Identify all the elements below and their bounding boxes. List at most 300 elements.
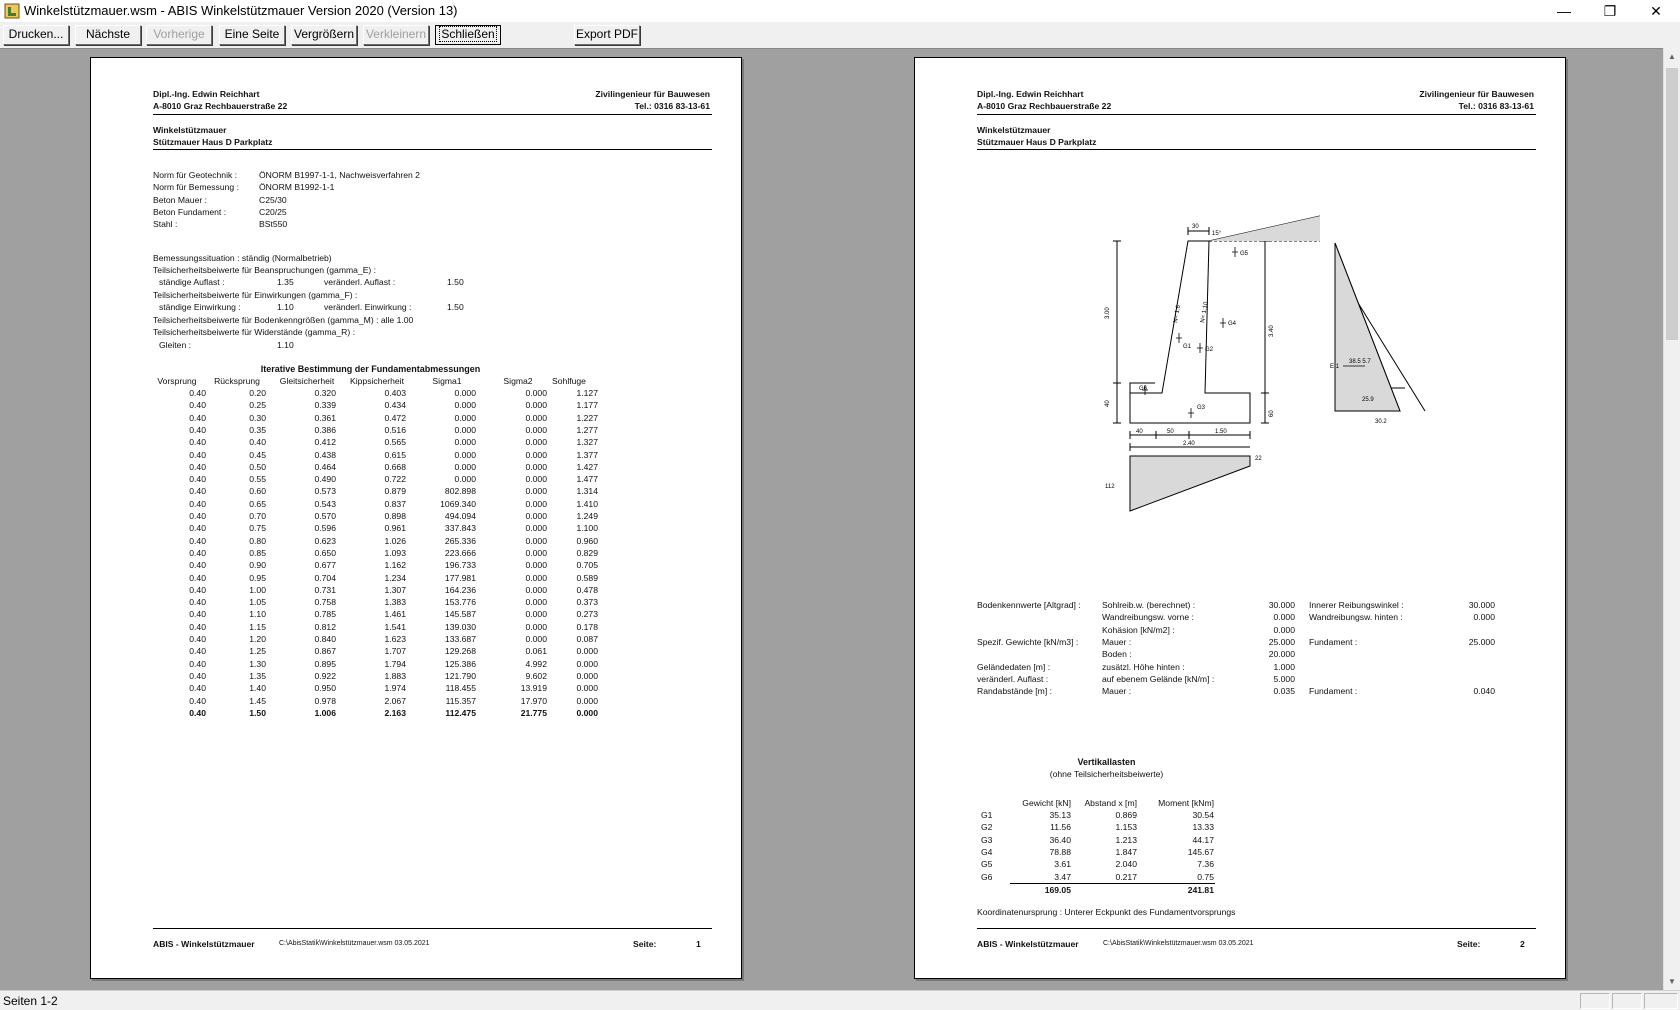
table-cell: 44.17 (1192, 834, 1214, 845)
table-cell: 0.75 (249, 523, 266, 534)
table-cell: 0.000 (525, 572, 547, 583)
gamma-f-perm-value: 1.10 (277, 302, 294, 312)
table-cell: 4.992 (525, 658, 547, 669)
table-cell: 115.357 (445, 695, 476, 706)
table-cell: 0.978 (314, 695, 336, 706)
table-cell: 0.000 (525, 597, 547, 608)
table-cell: 1.541 (384, 621, 406, 632)
column-header: Kippsicherheit (350, 376, 404, 386)
table-cell: 0.812 (314, 621, 336, 632)
table-cell: 0.30 (249, 412, 266, 423)
gamma-e-perm-label: ständige Auflast : (159, 277, 225, 287)
soil-param-label-2: Wandreibungsw. hinten : (1309, 612, 1403, 623)
status-pane-2 (1612, 993, 1642, 1009)
window-title: Winkelstützmauer.wsm - ABIS Winkelstützmauer Version 2020 (Version 13) (24, 3, 458, 18)
table-cell: 1.249 (576, 511, 598, 521)
norm-label: Beton Mauer : (153, 194, 207, 205)
minimize-button[interactable]: — (1557, 3, 1571, 19)
table-cell: 0.90 (249, 560, 266, 571)
gamma-r-label: Gleiten : (159, 340, 192, 350)
table-cell: 0.65 (249, 498, 266, 509)
norm-label: Stahl : (153, 219, 178, 230)
table-cell: 145.67 (1187, 846, 1214, 857)
norm-value: C20/25 (259, 206, 287, 217)
table-cell: 1.227 (576, 412, 598, 423)
toe-label: 40 (1136, 429, 1143, 435)
table-cell: 1.25 (249, 646, 266, 657)
table-cell: 121.790 (444, 670, 476, 681)
soil-param-value: 1.000 (1273, 661, 1295, 672)
column-header: Gleitsicherheit (279, 376, 335, 386)
soil-param-value: 0.000 (1273, 624, 1295, 635)
header-rule (977, 114, 1536, 115)
soil-param-label: Mauer : (1102, 686, 1132, 697)
table-cell: 0.922 (314, 670, 336, 681)
project-name: Stützmauer Haus D Parkplatz (153, 137, 273, 147)
table-cell: 1.847 (1115, 846, 1137, 857)
header-profession: Zivilingenieur für Bauwesen (595, 89, 710, 99)
table-cell: 0.40 (189, 461, 206, 472)
table-cell: 0.000 (525, 388, 547, 398)
table-cell: 223.666 (444, 547, 476, 558)
page-1 (90, 57, 742, 979)
table-cell: 0.40 (189, 498, 206, 509)
base-pressure-shape (1130, 456, 1250, 511)
gamma-e-title: Teilsicherheitsbeiwerte für Beanspruchungen (gamma_E) : (153, 265, 377, 275)
g3-label: G3 (1197, 405, 1206, 411)
table-cell: 30.54 (1192, 810, 1214, 820)
table-cell: 0.000 (576, 683, 598, 694)
gamma-e-perm-value: 1.35 (277, 277, 294, 287)
table-cell: 1.00 (249, 584, 266, 595)
table-cell: 0.000 (454, 424, 476, 435)
table-cell: 36.40 (1049, 834, 1071, 845)
table-cell: 17.970 (520, 695, 547, 706)
soil-param-label: Kohäsion [kN/m2] : (1102, 624, 1175, 635)
g4-label: G4 (1228, 321, 1237, 327)
table-cell: 0.40 (189, 388, 206, 398)
table-cell: 0.000 (525, 412, 547, 423)
table-cell: 3.47 (1054, 871, 1071, 882)
table-cell: 0.677 (314, 560, 336, 571)
table-cell: 0.705 (576, 560, 598, 571)
dim-bottom-1 (1130, 431, 1250, 439)
gamma-f-var-value: 1.50 (447, 302, 464, 312)
height-wall-label: 3.00 (1105, 307, 1111, 319)
status-pane-1 (1580, 993, 1610, 1009)
table-cell: 0.80 (249, 535, 266, 546)
g6-label: G6 (1139, 386, 1148, 392)
table-cell: 1.30 (249, 658, 266, 669)
zoom-in-button[interactable]: Vergrößern (291, 25, 357, 45)
table-cell: 0.000 (525, 449, 547, 460)
norm-value: ÖNORM B1992-1-1 (259, 182, 335, 193)
column-header: Vorsprung (157, 376, 197, 386)
table-cell: 2.067 (384, 695, 406, 706)
table-cell: 0.40 (189, 511, 206, 521)
table-cell: 0.000 (454, 449, 476, 460)
table-cell: 0.40 (189, 634, 206, 644)
table-cell: 139.030 (444, 621, 476, 632)
soil-param-label-2: Fundament : (1309, 686, 1358, 697)
table-cell: 164.236 (444, 584, 476, 595)
table-cell: 0.000 (454, 461, 476, 472)
table-cell: 0.50 (249, 461, 266, 472)
footer-program: ABIS - Winkelstützmauer (153, 939, 255, 949)
stem-label: 50 (1167, 429, 1174, 435)
e-values-label: 38.5 5.7 (1349, 359, 1371, 365)
table-cell: 0.869 (1115, 810, 1137, 820)
table-cell: 129.268 (444, 646, 476, 657)
gamma-r-title: Teilsicherheitsbeiwerte für Widerstände (gamma_R) : (153, 327, 356, 337)
slope-angle-label: 15° (1212, 231, 1222, 237)
n-front-label: N= 1:6 (1173, 304, 1183, 324)
table-cell: 0.000 (525, 547, 547, 558)
table-cell: 0.373 (576, 597, 598, 608)
table-cell: 1.127 (576, 388, 598, 398)
table-cell: 0.40 (189, 683, 206, 694)
footer-page-number: 2 (1520, 939, 1525, 949)
norm-value: C25/30 (259, 194, 287, 205)
app-icon (4, 3, 20, 19)
table-cell: 0.40 (189, 597, 206, 608)
table-cell: 0.000 (454, 388, 476, 398)
table-cell: 0.000 (525, 400, 547, 411)
table-cell: 0.785 (314, 609, 336, 620)
result-cell: 21.775 (520, 707, 547, 718)
scroll-thumb[interactable] (1666, 68, 1678, 340)
table-cell: 1.100 (576, 523, 598, 534)
table-cell: 1.410 (576, 498, 598, 509)
header-tel: Tel.: 0316 83-13-61 (1458, 101, 1534, 111)
table-cell: 0.273 (576, 609, 598, 620)
soil-group-label: Spezif. Gewichte [kN/m3] : (977, 636, 1079, 647)
table-cell: 7.36 (1197, 859, 1214, 870)
table-cell: 1069.340 (440, 498, 476, 509)
gamma-e-var-value: 1.50 (447, 277, 464, 287)
export-pdf-button[interactable]: Export PDF (574, 25, 640, 45)
vertical-loads-subtitle: (ohne Teilsicherheitsbeiwerte) (1049, 769, 1164, 779)
norm-value: BSt550 (259, 219, 288, 230)
g5-label: G5 (1240, 251, 1249, 257)
table-cell: 0.000 (576, 695, 598, 706)
soil-param-value: 20.000 (1268, 649, 1295, 660)
table-cell: 0.412 (314, 437, 336, 448)
table-cell: 133.687 (444, 634, 476, 644)
footer-path: C:\AbisStatik\Winkelstützmauer.wsm 03.05.2021 (1103, 940, 1254, 947)
table-cell: 0.722 (384, 474, 406, 485)
dim-right (1261, 241, 1269, 423)
pressure-fill (1335, 243, 1400, 411)
soil-param-label: Wandreibungsw. vorne : (1102, 612, 1194, 623)
result-cell: 0.000 (576, 707, 598, 718)
table-cell: 0.731 (314, 584, 336, 595)
footer-page-label: Seite: (1457, 939, 1481, 949)
result-cell: 1.006 (314, 707, 336, 718)
column-header: Sohlfuge (552, 376, 586, 386)
header-name: Dipl.-Ing. Edwin Reichhart (977, 89, 1084, 99)
soil-param-value-2: 25.000 (1468, 636, 1495, 647)
table-cell: 1.477 (576, 474, 598, 485)
next-page-button[interactable]: Nächste (75, 25, 141, 45)
table-cell: 1.383 (384, 597, 406, 608)
table-cell: 35.13 (1049, 810, 1071, 820)
load-name: G5 (981, 859, 993, 870)
dim-left (1113, 241, 1121, 423)
n-back-label: N= 1:10 (1200, 301, 1210, 324)
result-cell: 0.40 (189, 707, 206, 718)
close-preview-button[interactable]: Schließen (435, 25, 501, 45)
table-cell: 0.829 (576, 547, 598, 558)
table-cell: 2.040 (1115, 859, 1137, 870)
table-cell: 0.000 (525, 584, 547, 595)
table-cell: 0.589 (576, 572, 598, 583)
table-cell: 0.40 (189, 621, 206, 632)
result-cell: 1.50 (249, 707, 266, 718)
wall-outline (1130, 241, 1250, 423)
footer-page-label: Seite: (633, 939, 657, 949)
norm-label: Norm für Bemessung : (153, 182, 239, 193)
table-cell: 0.490 (314, 474, 336, 485)
table-cell: 0.961 (384, 523, 406, 534)
table-cell: 78.88 (1049, 846, 1071, 857)
table-cell: 1.10 (249, 609, 266, 620)
table-cell: 0.565 (384, 437, 406, 448)
table-cell: 0.000 (525, 461, 547, 472)
preview-area[interactable] (0, 48, 1663, 990)
table-cell: 0.45 (249, 449, 266, 460)
base-pressure-drawing (1065, 446, 1315, 516)
close-window-button[interactable]: ✕ (1650, 3, 1662, 19)
table-cell: 0.25 (249, 400, 266, 411)
table-cell: 125.386 (444, 658, 476, 669)
print-button[interactable]: Drucken... (3, 25, 69, 45)
norm-label: Norm für Geotechnik : (153, 170, 238, 180)
table-cell: 0.60 (249, 486, 266, 497)
header-rule (153, 114, 712, 115)
table-cell: 0.898 (384, 511, 406, 521)
table-cell: 1.35 (249, 670, 266, 681)
sohl-right-label: 22 (1255, 456, 1262, 462)
table-cell: 0.000 (454, 437, 476, 448)
gamma-r-value: 1.10 (277, 340, 294, 350)
table-cell: 0.40 (189, 400, 206, 411)
table-cell: 0.478 (576, 584, 598, 595)
soil-param-value-2: 30.000 (1468, 600, 1495, 610)
table-cell: 0.000 (525, 634, 547, 644)
table-cell: 1.45 (249, 695, 266, 706)
table-cell: 0.40 (189, 560, 206, 571)
table-cell: 0.000 (525, 523, 547, 534)
soil-group-label: Bodenkennwerte [Altgrad] : (977, 600, 1081, 610)
vertical-scrollbar[interactable] (1663, 48, 1680, 990)
table-cell: 196.733 (444, 560, 476, 571)
table-cell: 0.70 (249, 511, 266, 521)
sum-moment: 241.81 (1187, 884, 1214, 895)
header-profession: Zivilingenieur für Bauwesen (1419, 89, 1534, 99)
table-cell: 1.05 (249, 597, 266, 608)
soil-param-label-2: Innerer Reibungswinkel : (1309, 600, 1404, 610)
page-2 (914, 57, 1566, 979)
zoom-out-button[interactable]: Verkleinern (363, 25, 429, 45)
soil-param-label-2: Fundament : (1309, 636, 1358, 647)
status-text: Seiten 1-2 (3, 994, 58, 1008)
table-cell: 0.950 (314, 683, 336, 694)
table-cell: 0.000 (576, 670, 598, 681)
scroll-down-icon[interactable]: ▼ (1668, 977, 1676, 986)
table-cell: 1.026 (384, 535, 406, 546)
gamma-f-title: Teilsicherheitsbeiwerte für Einwirkungen (gamma_F) : (153, 290, 358, 300)
sohl-left-label: 112 (1105, 484, 1115, 490)
table-cell: 1.177 (576, 400, 598, 411)
status-pane-3 (1644, 993, 1678, 1009)
project-name: Stützmauer Haus D Parkplatz (977, 137, 1097, 147)
table-cell: 1.623 (384, 634, 406, 644)
table-cell: 0.40 (249, 437, 266, 448)
table-cell: 0.217 (1115, 871, 1137, 882)
table-cell: 1.093 (384, 547, 406, 558)
soil-group-label: Geländedaten [m] : (977, 661, 1051, 672)
table-cell: 337.843 (444, 523, 476, 534)
column-header: Sigma1 (432, 376, 462, 386)
table-cell: 1.974 (384, 683, 406, 694)
load-name: G4 (981, 846, 993, 857)
table-cell: 0.061 (525, 646, 547, 657)
height-right-label: 3.40 (1269, 325, 1275, 337)
table-cell: 0.000 (525, 535, 547, 546)
table-cell: 0.339 (314, 400, 336, 411)
table-cell: 1.277 (576, 424, 598, 435)
table-cell: 0.40 (189, 523, 206, 534)
gamma-f-perm-label: ständige Einwirkung : (159, 302, 241, 312)
table-cell: 0.000 (525, 424, 547, 435)
soil-param-value: 0.035 (1273, 686, 1295, 697)
table-cell: 0.361 (314, 412, 336, 423)
heel-label: 1.50 (1215, 429, 1227, 435)
soil-param-value: 5.000 (1273, 673, 1295, 684)
soil-param-value-2: 0.000 (1473, 612, 1495, 623)
table-cell: 0.000 (454, 412, 476, 423)
table-cell: 0.516 (384, 424, 406, 435)
table-cell: 0.573 (314, 486, 336, 497)
table-cell: 494.094 (444, 511, 476, 521)
table-cell: 1.427 (576, 461, 598, 472)
soil-param-value: 25.000 (1268, 636, 1295, 647)
soil-param-value-2: 0.040 (1473, 686, 1495, 697)
gamma-e-var-label: veränderl. Auflast : (324, 277, 396, 287)
table-cell: 153.776 (444, 597, 476, 608)
gamma-m-line: Teilsicherheitsbeiwerte für Bodenkenngrößen (gamma_M) : alle 1.00 (153, 315, 414, 325)
sum-weight: 169.05 (1044, 884, 1071, 895)
table-cell: 0.386 (314, 424, 336, 435)
table-cell: 0.40 (189, 474, 206, 485)
scroll-up-icon[interactable]: ▲ (1668, 52, 1676, 61)
soil-param-value: 30.000 (1268, 600, 1295, 610)
table-cell: 0.55 (249, 474, 266, 485)
preview-toolbar (0, 22, 1680, 48)
sum-rule (1010, 883, 1215, 884)
total-width-label: 2.40 (1183, 441, 1195, 447)
table-cell: 0.75 (1197, 871, 1214, 882)
soil-param-label: Boden : (1102, 649, 1132, 660)
one-page-button[interactable]: Eine Seite (219, 25, 285, 45)
footer-rule (153, 928, 712, 929)
restore-button[interactable]: ❐ (1603, 3, 1617, 19)
table-cell: 0.40 (189, 535, 206, 546)
table-cell: 0.840 (314, 634, 336, 644)
table-cell: 0.40 (189, 486, 206, 497)
design-situation: Bemessungssituation : ständig (Normalbetrieb) (153, 253, 332, 263)
table-cell: 0.000 (525, 511, 547, 521)
table-cell: 1.794 (384, 658, 406, 669)
table-cell: 1.307 (384, 584, 406, 595)
status-bar (0, 990, 1680, 1010)
table-cell: 0.000 (525, 560, 547, 571)
table-cell: 0.40 (189, 646, 206, 657)
previous-page-button[interactable]: Vorherige (146, 25, 212, 45)
table-cell: 0.000 (525, 474, 547, 485)
table-cell: 0.879 (384, 486, 406, 497)
table-cell: 0.35 (249, 424, 266, 435)
table-cell: 0.000 (525, 621, 547, 632)
table-cell: 0.000 (525, 437, 547, 448)
table-cell: 0.40 (189, 412, 206, 423)
table-cell: 265.336 (444, 535, 476, 546)
soil-param-value: 0.000 (1273, 612, 1295, 623)
table-cell: 0.95 (249, 572, 266, 583)
result-cell: 112.475 (445, 707, 476, 718)
load-name: G6 (981, 871, 993, 882)
table-cell: 0.000 (525, 486, 547, 497)
table-cell: 1.40 (249, 683, 266, 694)
table-cell: 1.153 (1115, 822, 1137, 833)
foundation-thk-label: 60 (1269, 410, 1275, 417)
table-cell: 0.704 (314, 572, 336, 583)
pressure-a-label: 25.9 (1362, 397, 1374, 403)
table-cell: 0.403 (384, 388, 406, 398)
table-cell: 0.40 (189, 449, 206, 460)
header-address: A-8010 Graz Rechbauerstraße 22 (153, 101, 288, 111)
wall-section-drawing (1065, 213, 1425, 447)
load-name: G2 (981, 822, 993, 833)
table-cell: 1.314 (576, 486, 598, 497)
footer-path: C:\AbisStatik\Winkelstützmauer.wsm 03.05.2021 (279, 940, 430, 947)
table-cell: 0.758 (314, 597, 336, 608)
title-bar (0, 0, 1680, 22)
load-name: G1 (981, 810, 993, 820)
table-cell: 0.472 (384, 412, 406, 423)
load-name: G3 (981, 834, 993, 845)
project-rule (153, 149, 712, 150)
table-cell: 0.20 (249, 388, 266, 398)
gamma-f-var-label: veränderl. Einwirkung : (324, 302, 412, 312)
table-cell: 0.570 (314, 511, 336, 521)
table-cell: 0.087 (576, 634, 598, 644)
table-cell: 0.668 (384, 461, 406, 472)
vertical-loads-title: Vertikallasten (1077, 757, 1136, 767)
table-cell: 1.883 (384, 670, 406, 681)
table-cell: 1.327 (576, 437, 598, 448)
table-cell: 0.000 (576, 646, 598, 657)
table-cell: 0.615 (384, 449, 406, 460)
table-cell: 0.85 (249, 547, 266, 558)
project-type: Winkelstützmauer (153, 125, 227, 135)
table-cell: 0.650 (314, 547, 336, 558)
norm-label: Beton Fundament : (153, 206, 227, 217)
dim-top-label: 30 (1192, 224, 1199, 230)
footer-program: ABIS - Winkelstützmauer (977, 939, 1079, 949)
table-cell: 0.434 (384, 400, 406, 411)
